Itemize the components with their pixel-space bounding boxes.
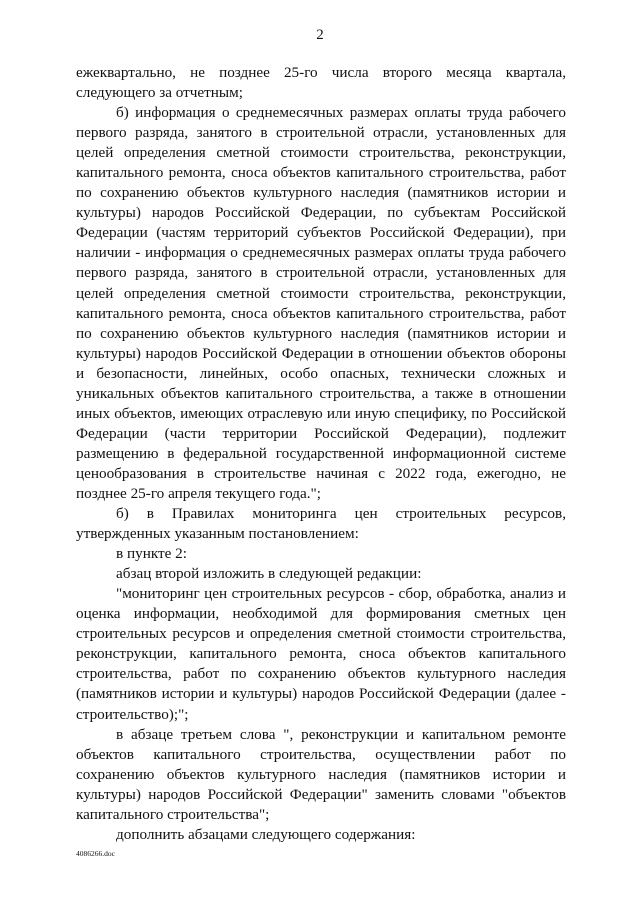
document-body [76,63,566,845]
paragraph-second-para-instruction: абзац второй изложить в следующей редакции: [116,565,422,583]
page-number: 2 [316,27,324,43]
paragraph-point-2: в пункте 2: [116,545,187,563]
paragraph-item-b-wage-info: б) информация о среднемесячных размерах оплаты труда рабочего первого разряда, занятого в строительной отрасли, установленных для целей определения сметной стоимости строительства, реконструкции, капитального ремонта, сноса объектов капитального строительства, работ по сохранению объектов культурного наследия (памятников истории и культуры) народов Российской Федерации, по субъектам Российской Федерации (частям территорий субъектов Российской Федерации), при наличии - информация о среднемесячных размерах оплаты труда рабочего первого разряда, занятого в строительной отрасли, установленных для целей определения сметной стоимости строительства, реконструкции, капитального ремонта, сноса объектов капитального строительства, работ по сохранению объектов культурного наследия (памятников истории и культуры) народов Российской Федерации в отношении объектов обороны и безопасности, линейных, особо опасных, технически сложных и уникальных объектов капитального строительства, а также в отношении иных объектов, имеющих отраслевую или иную специфику, по Российской Федерации (части территории Российской Федерации), подлежит размещению в федеральной государственной информационной системе ценообразования в строительстве начиная с 2022 года, ежегодно, не позднее 25-го апреля текущего года."; [76,104,566,502]
paragraph-monitoring-definition: "мониторинг цен строительных ресурсов - сбор, обработка, анализ и оценка информации, необходимой для формирования сметных цен строительных ресурсов и определения сметной стоимости строительства, реконструкции, капитального ремонта, сноса объектов капитального строительства, работ по сохранению объектов культурного наследия (памятников истории и культуры) народов Российской Федерации (далее - строительство);"; [76,585,566,723]
paragraph-third-para-replacement: в абзаце третьем слова ", реконструкции и капитальном ремонте объектов капитального строительства, осуществлении работ по сохранению объектов культурного наследия (памятников истории и культуры) народов Российской Федерации" заменить словами "объектов капитального строительства"; [76,725,566,823]
paragraph-supplement-instruction: дополнить абзацами следующего содержания: [116,825,416,843]
paragraph-item-b-monitoring-rules: б) в Правилах мониторинга цен строительных ресурсов, утвержденных указанным постановлением: [76,505,566,543]
paragraph-continuation: ежеквартально, не позднее 25-го числа второго месяца квартала, следующего за отчетным; [76,64,566,102]
document-file-id: 4086266.doc [76,849,115,858]
